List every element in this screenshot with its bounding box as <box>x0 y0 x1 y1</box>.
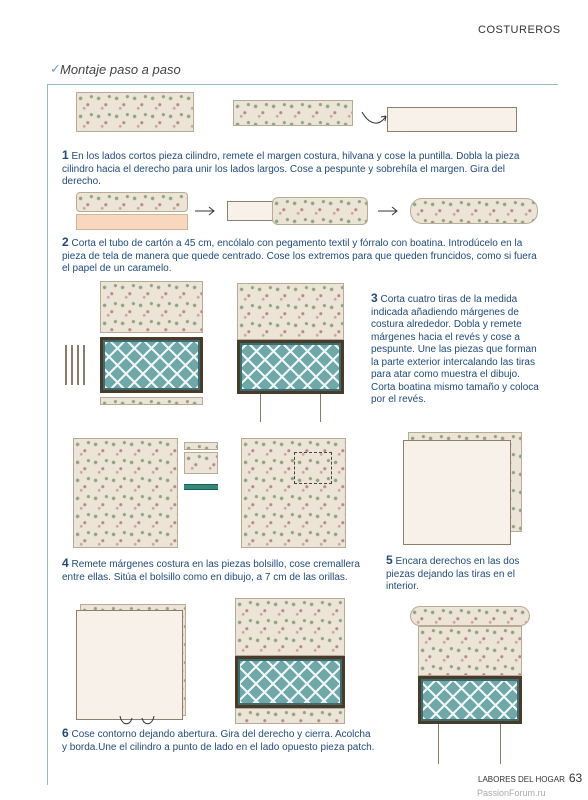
opening-arrows <box>118 714 158 728</box>
fabric-panel <box>100 281 203 333</box>
step-instruction: Remete márgenes costura en las piezas bolsillo, cose cremallera entre ellas. Sitúa el bolsillo como en dibujo, a 7 cm de las orillas. <box>62 559 360 583</box>
step-instruction: En los lados cortos pieza cilindro, remete el margen costura, hilvana y cose la puntilla. Dobla la pieza cilindro hacia el derecho para unir los lados largos. Cose a pespunte y sobrehíla el margen. Gira del derecho. <box>62 151 520 187</box>
roll-top <box>410 606 530 626</box>
step-1-text <box>62 149 546 189</box>
step-number: 6 <box>62 726 69 740</box>
fabric-panel <box>73 438 178 548</box>
patch-panel <box>235 656 345 708</box>
arrow-icon <box>195 206 217 216</box>
patch-panel <box>418 676 522 724</box>
step-instruction: Encara derechos en las dos piezas dejando las tiras en el interior. <box>386 556 520 592</box>
fabric-strip <box>100 397 203 405</box>
zipper <box>184 484 218 490</box>
step-4-text <box>62 557 374 584</box>
panel-front <box>76 610 183 720</box>
arrow-icon <box>360 110 390 130</box>
step-number: 4 <box>62 556 69 570</box>
assembled-panel <box>235 598 345 656</box>
magazine-name: LABORES DEL HOGAR <box>478 775 565 784</box>
step-number: 5 <box>386 553 393 567</box>
tie-strip <box>83 345 85 385</box>
tie-strip <box>71 345 73 385</box>
page-number: 63 <box>568 771 583 785</box>
checkmark-icon: ✓ <box>50 61 61 76</box>
tie-strip <box>260 394 261 422</box>
page-title: Montaje paso a paso <box>60 62 181 77</box>
step-number: 2 <box>62 235 69 249</box>
page-footer <box>478 771 582 785</box>
fabric-folded <box>233 100 353 126</box>
patch-panel <box>237 340 344 394</box>
step-number: 3 <box>371 291 378 305</box>
watermark: PassionForum.ru <box>477 788 546 798</box>
assembled-panel <box>237 283 344 340</box>
assembled-panel <box>418 626 522 676</box>
step-3-text <box>371 292 545 407</box>
candy-roll <box>410 198 538 224</box>
pocket-outline <box>294 452 332 484</box>
tie-strip <box>77 345 79 385</box>
panel-bottom <box>235 708 345 724</box>
arrow-icon <box>378 206 400 216</box>
step-instruction: Corta cuatro tiras de la medida indicada añadiendo márgenes de costura alrededor. Dobla y remete márgenes hacia el revés y cose a pespunte. Une las piezas que forman la parte exterior intercalando las tiras para atar como muestra el dibujo. Corta boatina mismo tamaño y coloca por el revés. <box>371 294 539 405</box>
tie-strip <box>320 394 321 422</box>
fabric-tube <box>272 197 368 225</box>
fabric-rectangle <box>76 92 194 132</box>
fabric-reverse <box>387 107 517 132</box>
step-5-text <box>386 554 546 594</box>
step-6-text <box>62 727 378 754</box>
step-instruction: Corta el tubo de cartón a 45 cm, encólalo con pegamento textil y fórralo con boatina. Introdúcelo en la pieza de tela de manera que quede centrado. Cose los extremos para que queden fruncidos, como si fuera el papel de un caramelo. <box>62 238 537 274</box>
panel-front <box>403 440 511 545</box>
section-label: COSTUREROS <box>478 24 561 36</box>
pocket-piece <box>184 452 218 474</box>
tie-strip <box>438 724 439 764</box>
patch-panel <box>100 337 203 393</box>
step-2-text <box>62 236 546 276</box>
fabric-tube <box>76 192 188 212</box>
cardboard-tube <box>76 214 188 230</box>
step-number: 1 <box>62 148 69 162</box>
step-instruction: Cose contorno dejando abertura. Gira del derecho y cierra. Acolcha y borda.Une el cilindro a punto de lado en el lado opuesto pieza patch. <box>62 729 375 753</box>
tube-insert <box>227 201 275 221</box>
tie-strip <box>65 345 67 385</box>
tie-strip <box>500 724 501 764</box>
pocket-piece <box>184 442 218 450</box>
